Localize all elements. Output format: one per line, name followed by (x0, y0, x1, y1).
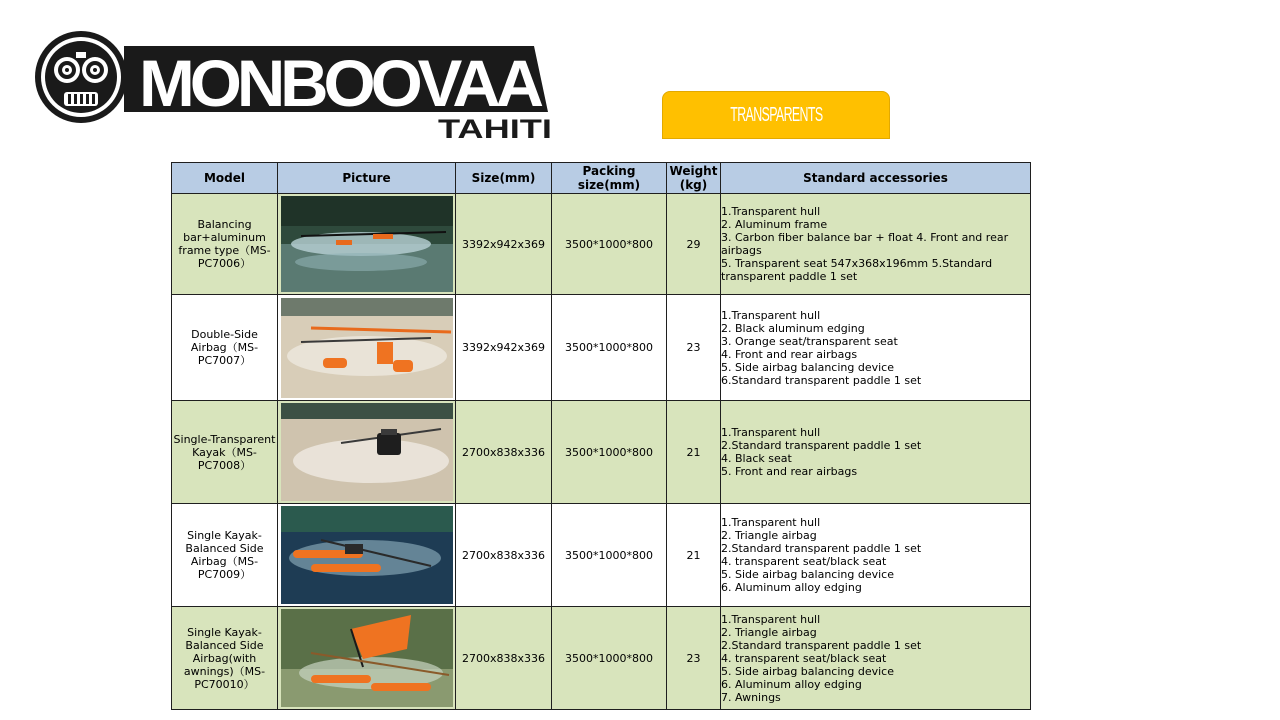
kayak-photo-single (281, 403, 453, 501)
table-row (172, 295, 1031, 401)
model-cell: Double-Side Airbag（MS-PC7007） (172, 295, 278, 401)
accessory-line: 2.Standard transparent paddle 1 set (721, 439, 922, 452)
table-row (172, 194, 1031, 295)
accessory-line: 2.Standard transparent paddle 1 set (721, 542, 922, 555)
accessory-line: 6. Aluminum alloy edging (721, 581, 862, 594)
accessory-line: 4. transparent seat/black seat (721, 651, 887, 665)
accessory-line: 5. Side airbag balancing device (721, 664, 894, 678)
weight-cell: 29 (667, 194, 721, 295)
accessory-line: 1.Transparent hull (721, 426, 821, 439)
packing-cell: 3500*1000*800 (552, 194, 667, 295)
model-cell: Single-Transparent Kayak（MS-PC7008） (172, 401, 278, 504)
brand-logo (34, 30, 554, 142)
kayak-photo-awning (281, 609, 453, 707)
accessory-line: 4. Front and rear airbags (721, 347, 858, 361)
model-cell: Single Kayak-Balanced Side Airbag(with awnings)（MS-PC70010） (172, 607, 278, 710)
size-cell: 3392x942x369 (456, 194, 552, 295)
model-cell: Balancing bar+aluminum frame type（MS-PC7006） (172, 194, 278, 295)
header-accessories: Standard accessories (721, 163, 1031, 194)
kayak-photo-double-airbag (281, 298, 453, 398)
weight-cell: 23 (667, 607, 721, 710)
table-row (172, 401, 1031, 504)
packing-cell: 3500*1000*800 (552, 607, 667, 710)
accessory-line: 3. Carbon fiber balance bar + float 4. Front and rear airbags (721, 231, 1012, 257)
size-cell: 3392x942x369 (456, 295, 552, 401)
accessory-line: 6. Aluminum alloy edging (721, 677, 862, 691)
header-model: Model (172, 163, 278, 194)
accessory-line: 1.Transparent hull (721, 205, 821, 218)
weight-cell: 21 (667, 401, 721, 504)
size-cell: 2700x838x336 (456, 401, 552, 504)
accessories-cell (721, 504, 1031, 607)
accessory-line: 3. Orange seat/transparent seat (721, 334, 898, 348)
accessory-line: 2. Triangle airbag (721, 625, 817, 639)
accessory-line: 2. Aluminum frame (721, 218, 828, 231)
packing-cell: 3500*1000*800 (552, 504, 667, 607)
transparents-tab-label: TRANSPARENTS (729, 103, 823, 126)
accessories-cell (721, 401, 1031, 504)
accessory-line: 4. Black seat (721, 452, 792, 465)
accessory-line: 5. Side airbag balancing device (721, 568, 894, 581)
packing-cell: 3500*1000*800 (552, 401, 667, 504)
accessories-cell (721, 607, 1031, 710)
table-row (172, 504, 1031, 607)
transparents-tab-button[interactable] (662, 91, 890, 139)
brand-location: TAHITI (438, 114, 552, 142)
accessory-line: 1.Transparent hull (721, 516, 821, 529)
accessory-line: 1.Transparent hull (721, 612, 821, 626)
accessory-line: 1.Transparent hull (721, 308, 821, 322)
weight-cell: 21 (667, 504, 721, 607)
table-header-row (172, 163, 1031, 194)
header-size: Size(mm) (456, 163, 552, 194)
packing-cell: 3500*1000*800 (552, 295, 667, 401)
accessory-line: 6.Standard transparent paddle 1 set (721, 373, 922, 387)
header-weight: Weight (kg) (667, 163, 721, 194)
accessory-line: 4. transparent seat/black seat (721, 555, 887, 568)
kayak-photo-single-side-airbag (281, 506, 453, 604)
accessories-cell (721, 194, 1031, 295)
spec-table (171, 162, 1031, 710)
brand-name: MONBOOVAA (139, 46, 543, 120)
accessory-line: 2.Standard transparent paddle 1 set (721, 638, 922, 652)
accessories-cell (721, 295, 1031, 401)
tiki-mask-icon (35, 31, 127, 123)
accessory-line: 2. Black aluminum edging (721, 321, 865, 335)
model-cell: Single Kayak-Balanced Side Airbag（MS-PC7009） (172, 504, 278, 607)
kayak-photo-balancing-bar (281, 196, 453, 292)
header-packing: Packing size(mm) (552, 163, 667, 194)
accessory-line: 5. Transparent seat 547x368x196mm 5.Standard transparent paddle 1 set (721, 257, 996, 283)
accessory-line: 7. Awnings (721, 690, 781, 704)
header-picture: Picture (278, 163, 456, 194)
size-cell: 2700x838x336 (456, 607, 552, 710)
accessory-line: 5. Front and rear airbags (721, 465, 858, 478)
weight-cell: 23 (667, 295, 721, 401)
table-row (172, 607, 1031, 710)
accessory-line: 5. Side airbag balancing device (721, 360, 894, 374)
accessory-line: 2. Triangle airbag (721, 529, 817, 542)
size-cell: 2700x838x336 (456, 504, 552, 607)
